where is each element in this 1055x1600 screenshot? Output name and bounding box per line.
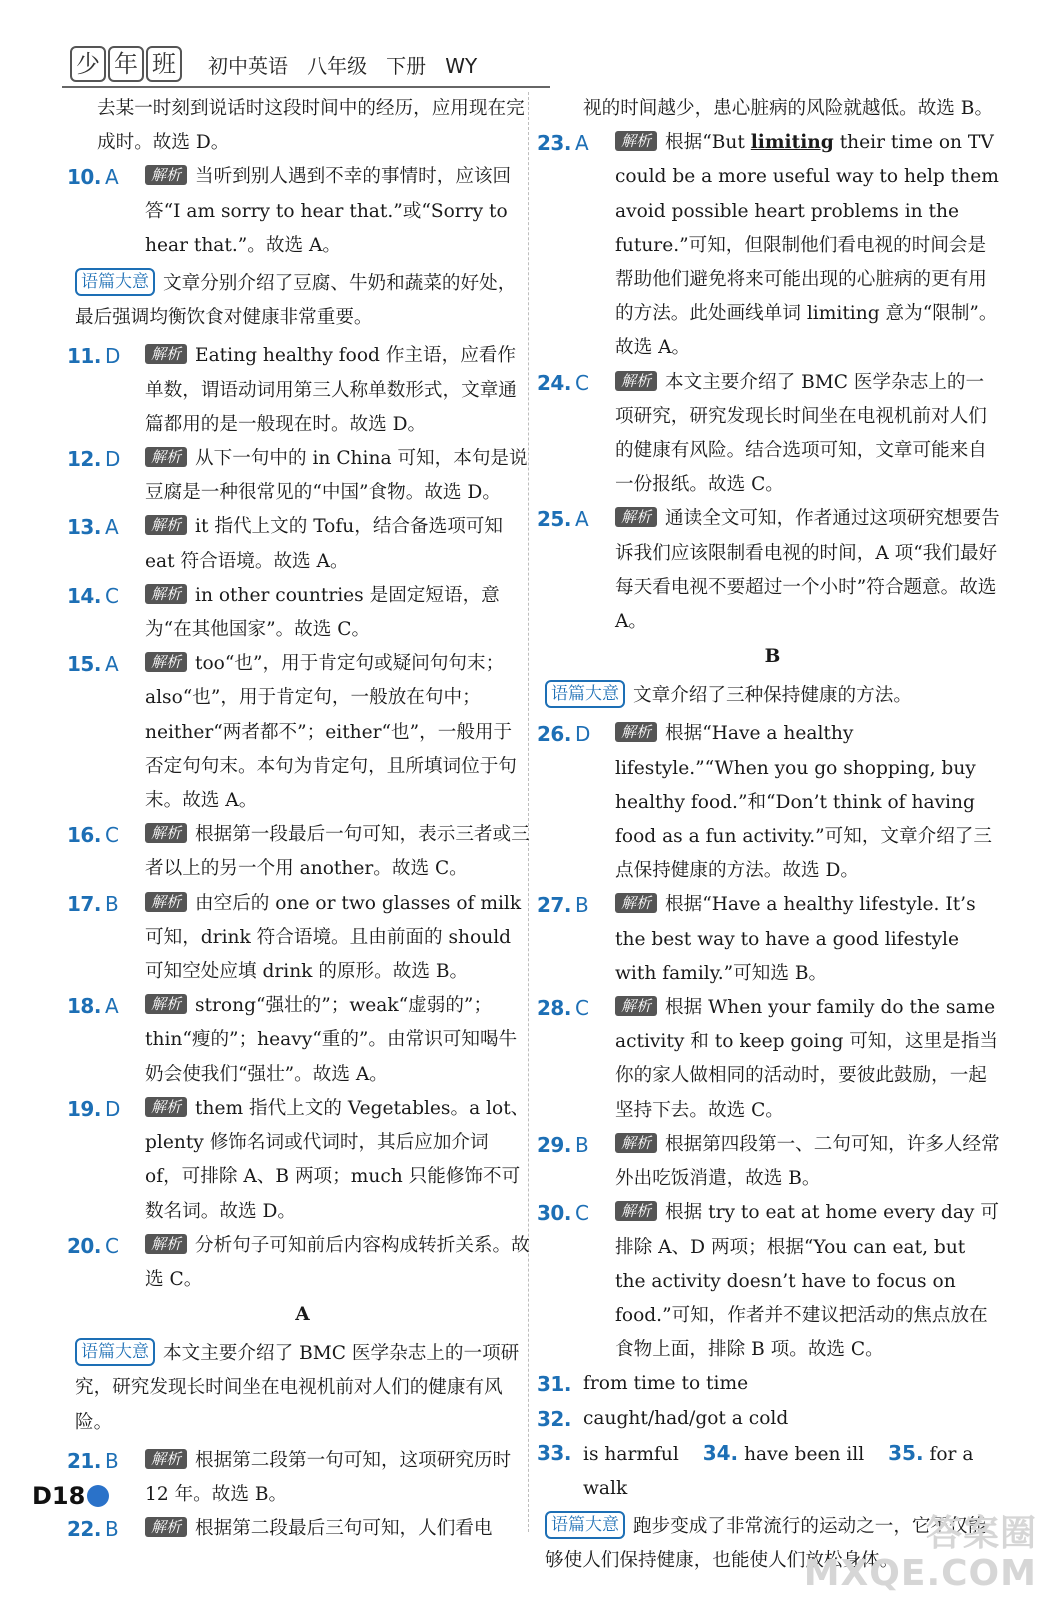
summary-text: 本文主要介绍了 BMC 医学杂志上的一项研究，研究发现长时间坐在电视机前对人们的健康有风险。: [75, 1343, 520, 1433]
answer-item: [67, 1092, 530, 1229]
explanation: 根据第一段最后一句可知，表示三者或三者以上的另一个用 another。故选 C。: [145, 824, 530, 880]
question-number: 31.: [537, 1372, 571, 1397]
question-number: 17.: [67, 891, 101, 916]
section-heading: B: [764, 646, 781, 668]
book-info: [208, 50, 477, 79]
answer-item: [67, 1444, 530, 1512]
right-column: [537, 92, 1000, 1583]
summary-label: 语篇大意: [75, 268, 155, 296]
analysis-tag: 解析: [145, 1234, 187, 1254]
brand-char: 班: [146, 46, 182, 82]
answer-letter: B: [105, 1517, 119, 1542]
brand-logo: [70, 46, 184, 82]
explanation: 根据第二段最后三句可知，人们看电: [195, 1518, 493, 1540]
explanation: 本文主要介绍了 BMC 医学杂志上的一项研究，研究发现长时间坐在电视机前对人们的健康有风险。结合选项可知，文章可能来自一份报纸。故选 C。: [615, 371, 987, 496]
question-number: 13.: [67, 515, 101, 540]
page-header: [70, 46, 560, 86]
explanation: them 指代上文的 Vegetables。a lot、plenty 修饰名词或代词时，其后应加介词 of，可排除 A、B 两项；much 只能修饰不可数名词。故选 D。: [145, 1097, 530, 1222]
answer-item: [67, 1512, 530, 1546]
explanation: 根据“Have a healthy lifestyle.”“When you go shopping, buy healthy food.”和“Don’t think of having food as a fun activity.”可知，文章介绍了三点保持健康的方法。故选 D。: [615, 723, 992, 882]
explanation: it 指代上文的 Tofu，结合备选项可知 eat 符合语境。故选 A。: [145, 516, 503, 572]
answer-item: [537, 888, 1000, 991]
page-dot-icon: [87, 1485, 109, 1507]
analysis-tag: 解析: [145, 165, 187, 185]
question-number: 20.: [67, 1233, 101, 1258]
question-number: 35.: [888, 1440, 924, 1465]
analysis-tag: 解析: [615, 996, 657, 1016]
grade: 八年级: [307, 54, 368, 78]
question-number: 25.: [537, 507, 571, 532]
explanation: in other countries 是固定短语，意为“在其他国家”。故选 C。: [145, 584, 500, 641]
explanation: 根据第四段第一、二句可知，许多人经常外出吃饭消遣，故选 B。: [615, 1133, 1000, 1190]
answer-letter: C: [105, 583, 119, 608]
answer-letter: A: [575, 507, 589, 532]
answer-list: [67, 339, 530, 1297]
analysis-tag: 解析: [145, 515, 187, 535]
summary-text: 文章介绍了三种保持健康的方法。: [633, 685, 912, 707]
question-number: 11.: [67, 344, 101, 369]
answer-item: [537, 991, 1000, 1128]
explanation: 由空后的 one or two glasses of milk 可知，drink 符合语境。且由前面的 should 可知空处应填 drink 的原形。故选 B。: [145, 892, 522, 983]
analysis-tag: 解析: [615, 1133, 657, 1153]
question-number: 28.: [537, 996, 571, 1021]
answer-letter: A: [105, 652, 119, 677]
answer-item: [537, 366, 1000, 503]
watermark-line: 答案圈: [925, 1513, 1037, 1554]
site-watermark: [804, 1514, 1037, 1594]
answer-item: [67, 1229, 530, 1297]
explanation: strong“强壮的”；weak“虚弱的”；thin“瘦的”；heavy“重的”。由常识可知喝牛奶会使我们“强壮”。故选 A。: [145, 995, 518, 1085]
answer-letter: D: [575, 722, 591, 747]
brand-char: 年: [108, 46, 144, 82]
analysis-tag: 解析: [145, 652, 187, 672]
page-number-text: D18: [32, 1482, 86, 1510]
explanation: too“也”，用于肯定句或疑问句句末；also“也”，用于肯定句，一般放在句中；neither“两者都不”；either“也”，一般用于否定句句末。本句为肯定句，且所填词位于句末。故选 A。: [145, 653, 517, 812]
answer-letter: A: [105, 994, 119, 1019]
question-number: 15.: [67, 652, 101, 677]
question-number: 33.: [537, 1440, 571, 1465]
answer-item: [67, 989, 530, 1092]
explanation: 根据第二段第一句可知，这项研究历时 12 年。故选 B。: [145, 1449, 512, 1505]
answer-item: [67, 887, 530, 990]
question-number: 34.: [702, 1440, 739, 1465]
volume: 下册: [386, 54, 427, 78]
answer-item: [67, 647, 530, 818]
answer-letter: A: [105, 515, 119, 540]
analysis-tag: 解析: [615, 131, 657, 151]
question-number: 21.: [67, 1448, 101, 1473]
answer-item: [67, 442, 530, 510]
fill-text: have been ill: [744, 1443, 865, 1465]
left-column: [67, 92, 530, 1546]
edition: WY: [445, 54, 478, 78]
continued-text: 视的时间越少，患心脏病的风险就越低。故选 B。: [583, 98, 994, 119]
answer-letter: B: [105, 1448, 119, 1473]
answer-item: [537, 126, 1000, 365]
question-number: 19.: [67, 1096, 101, 1121]
question-number: 29.: [537, 1132, 571, 1157]
continued-text: 去某一时刻到说话时这段时间中的经历，应用现在完成时。故选 D。: [97, 98, 525, 154]
brand-char: 少: [70, 46, 106, 82]
analysis-tag: 解析: [145, 1449, 187, 1469]
analysis-tag: 解析: [145, 1517, 187, 1537]
question-number: 24.: [537, 370, 571, 395]
analysis-tag: 解析: [145, 994, 187, 1014]
passage-summary: [75, 1337, 530, 1440]
answer-letter: C: [105, 823, 119, 848]
summary-label: 语篇大意: [75, 1338, 155, 1366]
passage-summary: [75, 267, 530, 335]
answer-item: [537, 502, 1000, 639]
explanation-post: their time on TV could be a more useful way to help them avoid possible heart problems in the future.”可知，但限制他们看电视的时间会是帮助他们避免将来可能出现的心脏病的更有用的方法。此处画线单词 limiting 意为“限制”。故选 A。: [615, 132, 999, 359]
question-number: 32.: [537, 1406, 571, 1431]
analysis-tag: 解析: [145, 584, 187, 604]
question-number: 30.: [537, 1201, 571, 1226]
answer-item: [537, 717, 1000, 888]
answer-letter: A: [575, 131, 589, 156]
summary-label: 语篇大意: [545, 680, 625, 708]
summary-label: 语篇大意: [545, 1511, 625, 1539]
answer-item: [67, 339, 530, 442]
section-heading: A: [295, 1304, 310, 1326]
answer-letter: B: [105, 891, 119, 916]
question-number: 22.: [67, 1517, 101, 1542]
explanation: Eating healthy food 作主语，应看作单数，谓语动词用第三人称单数形式，文章通篇都用的是一般现在时。故选 D。: [145, 345, 517, 435]
explanation: 通读全文可知，作者通过这项研究想要告诉我们应该限制看电视的时间，A 项“我们最好每天看电视不要超过一个小时”符合题意。故选 A。: [615, 508, 1000, 633]
fill-text: for a walk: [583, 1443, 974, 1499]
analysis-tag: 解析: [615, 893, 657, 913]
explanation: 从下一句中的 in China 可知，本句是说豆腐是一种很常见的“中国”食物。故选 D。: [145, 448, 528, 504]
explanation: 根据 try to eat at home every day 可排除 A、D 两项；根据“You can eat, but the activity doesn’t have to focus on food.”可知，作者并不建议把活动的焦点放在食物上面，排除 B 项。故选 C。: [615, 1202, 999, 1361]
explanation: 根据 When your family do the same activity 和 to keep going 可知，这里是指当你的家人做相同的活动时，要彼此鼓励，一起坚持下去。故选 C。: [615, 997, 999, 1121]
answer-letter: B: [575, 1132, 589, 1157]
question-number: 16.: [67, 823, 101, 848]
answer-letter: C: [105, 1233, 119, 1258]
explanation: 分析句子可知前后内容构成转折关系。故选 C。: [145, 1234, 530, 1290]
question-number: 27.: [537, 893, 571, 918]
explanation: 根据“Have a healthy lifestyle. It’s the best way to have a good lifestyle with family.”可知选 B。: [615, 894, 976, 984]
question-number: 10.: [67, 165, 101, 190]
fill-answer: [537, 1367, 1000, 1401]
answer-item: [67, 160, 530, 263]
question-number: 26.: [537, 722, 571, 747]
answer-item: [537, 1128, 1000, 1196]
summary-text: 跑步变成了非常流行的运动之一，它不仅能够使人们保持健康，也能使人们放松身体。: [545, 1516, 987, 1572]
answer-item: [537, 1196, 1000, 1367]
answer-item: [67, 510, 530, 578]
fill-text: from time to time: [583, 1373, 749, 1395]
analysis-tag: 解析: [145, 447, 187, 467]
analysis-tag: 解析: [145, 892, 187, 912]
fill-text: is harmful: [583, 1443, 679, 1465]
analysis-tag: 解析: [145, 1097, 187, 1117]
fill-answer: [537, 1402, 1000, 1436]
answer-letter: C: [575, 996, 589, 1021]
analysis-tag: 解析: [145, 823, 187, 843]
analysis-tag: 解析: [615, 722, 657, 742]
answer-letter: D: [105, 447, 121, 472]
fill-text: caught/had/got a cold: [583, 1407, 789, 1429]
watermark-line: MXQE.COM: [803, 1553, 1037, 1594]
question-number: 18.: [67, 994, 101, 1019]
answer-letter: D: [105, 1096, 121, 1121]
answer-item: [67, 818, 530, 886]
explanation-pre: 根据“But: [665, 132, 751, 154]
answer-item: [67, 579, 530, 647]
passage-summary: [545, 679, 1000, 713]
answer-letter: B: [575, 893, 589, 918]
answer-letter: D: [105, 344, 121, 369]
underlined-word: limiting: [750, 132, 834, 154]
fill-answer-row: [537, 1436, 1000, 1506]
page-number: [32, 1482, 109, 1510]
answer-letter: A: [105, 165, 119, 190]
question-number: 14.: [67, 583, 101, 608]
analysis-tag: 解析: [615, 1201, 657, 1221]
answer-letter: C: [575, 1201, 589, 1226]
header-rule: [62, 86, 550, 88]
summary-text: 文章分别介绍了豆腐、牛奶和蔬菜的好处，最后强调均衡饮食对健康非常重要。: [75, 273, 517, 329]
question-number: 23.: [537, 131, 571, 156]
question-number: 12.: [67, 447, 101, 472]
analysis-tag: 解析: [615, 371, 657, 391]
analysis-tag: 解析: [145, 344, 187, 364]
answer-letter: C: [575, 370, 589, 395]
subject: 初中英语: [208, 54, 288, 78]
explanation: 当听到别人遇到不幸的事情时，应该回答“I am sorry to hear that.”或“Sorry to hear that.”。故选 A。: [145, 166, 512, 256]
analysis-tag: 解析: [615, 507, 657, 527]
